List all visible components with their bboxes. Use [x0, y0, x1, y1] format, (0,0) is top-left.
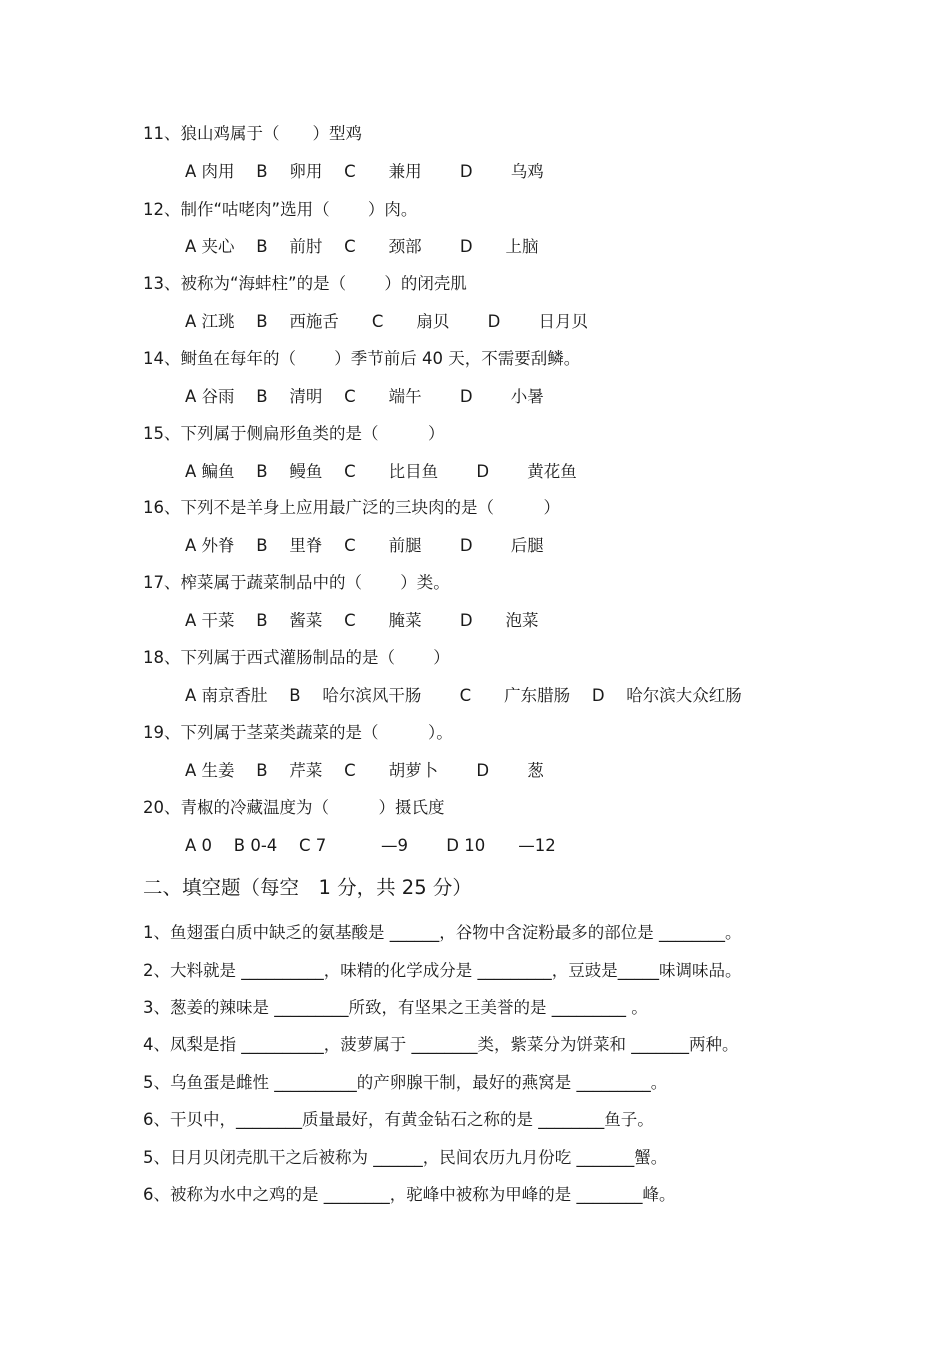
- question-12-stem: 12、制作“咕咾肉”选用（ ）肉。: [143, 200, 418, 219]
- question-16-stem: 16、下列不是羊身上应用最广泛的三块肉的是（ ）: [143, 498, 560, 517]
- question-14-options: A 谷雨 B 清明 C 端午 D 小暑: [185, 387, 544, 406]
- question-15-options: A 鳊鱼 B 鳗鱼 C 比目鱼 D 黄花鱼: [185, 462, 577, 481]
- fill-blank-item: 2、大料就是 __________，味精的化学成分是 _________，豆豉是_____味调味品。: [143, 961, 742, 980]
- question-19-stem: 19、下列属于茎菜类蔬菜的是（ ）。: [143, 723, 453, 742]
- question-16-options: A 外脊 B 里脊 C 前腿 D 后腿: [185, 536, 544, 555]
- question-20-stem: 20、青椒的冷藏温度为（ ）摄氏度: [143, 798, 445, 817]
- question-17-stem: 17、榨菜属于蔬菜制品中的（ ）类。: [143, 573, 450, 592]
- question-15-stem: 15、下列属于侧扁形鱼类的是（ ）: [143, 424, 445, 443]
- question-11-stem: 11、狼山鸡属于（ ）型鸡: [143, 124, 362, 143]
- section-2-title: 二、填空题（每空 1 分，共 25 分）: [143, 876, 472, 899]
- fill-blank-item: 6、被称为水中之鸡的是 ________，驼峰中被称为甲峰的是 ________峰。: [143, 1185, 676, 1204]
- question-20-options: A 0 B 0-4 C 7 —9 D 10 —12: [185, 836, 556, 855]
- question-13-options: A 江珧 B 西施舌 C 扇贝 D 日月贝: [185, 312, 589, 331]
- question-19-options: A 生姜 B 芹菜 C 胡萝卜 D 葱: [185, 761, 544, 780]
- question-14-stem: 14、鲥鱼在每年的（ ）季节前后 40 天，不需要刮鳞。: [143, 349, 581, 368]
- fill-blank-item: 3、葱姜的辣味是 _________所致，有坚果之王美誉的是 _________ 。: [143, 998, 648, 1017]
- question-11-options: A 肉用 B 卵用 C 兼用 D 乌鸡: [185, 162, 544, 181]
- question-18-stem: 18、下列属于西式灌肠制品的是（ ）: [143, 648, 450, 667]
- fill-blank-item: 5、乌鱼蛋是雌性 __________的产卵腺干制，最好的燕窝是 _________。: [143, 1073, 668, 1092]
- question-18-options: A 南京香肚 B 哈尔滨风干肠 C 广东腊肠 D 哈尔滨大众红肠: [185, 686, 742, 705]
- question-12-options: A 夹心 B 前肘 C 颈部 D 上脑: [185, 237, 539, 256]
- fill-blank-item: 1、鱼翅蛋白质中缺乏的氨基酸是 ______，谷物中含淀粉最多的部位是 ________。: [143, 923, 742, 942]
- fill-blank-item: 4、凤梨是指 __________，菠萝属于 ________类，紫菜分为饼菜和 _______两种。: [143, 1035, 739, 1054]
- fill-blank-item: 5、日月贝闭壳肌干之后被称为 ______，民间农历九月份吃 _______蟹。: [143, 1148, 668, 1167]
- question-13-stem: 13、被称为“海蚌柱”的是（ ）的闭壳肌: [143, 274, 467, 293]
- fill-blank-item: 6、干贝中，________质量最好，有黄金钻石之称的是 ________鱼子。: [143, 1110, 654, 1129]
- question-17-options: A 干菜 B 酱菜 C 腌菜 D 泡菜: [185, 611, 539, 630]
